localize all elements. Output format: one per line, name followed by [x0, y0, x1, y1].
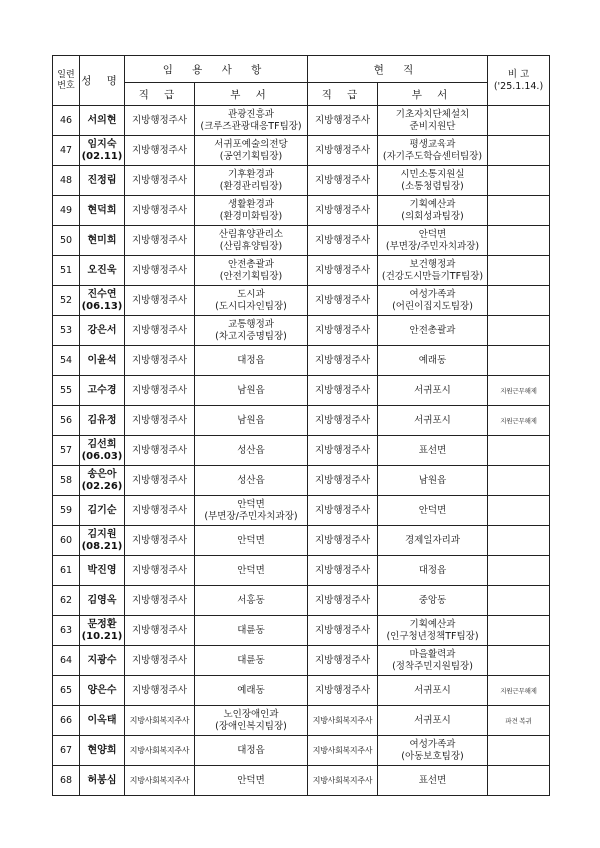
- current-rank-cell: 지방사회복지주사: [308, 736, 378, 766]
- current-dept-detail: (자기주도학습센터팀장): [382, 150, 483, 162]
- person-name: 김기순: [87, 504, 117, 516]
- current-rank-cell: 지방행정주사: [308, 226, 378, 256]
- table-row: [53, 466, 550, 496]
- name-cell: [80, 496, 125, 526]
- appointment-dept-cell: [195, 166, 308, 196]
- appointment-dept: 서홍동: [237, 594, 265, 606]
- person-name: 임지숙: [87, 138, 117, 150]
- serial-number-cell: 67: [53, 736, 80, 766]
- serial-number-cell: 59: [53, 496, 80, 526]
- appointment-rank-cell: 지방사회복지주사: [125, 706, 195, 736]
- serial-number-cell: 54: [53, 346, 80, 376]
- table-row: [53, 646, 550, 676]
- current-dept-cell: [378, 556, 488, 586]
- current-dept-detail: (아동보호팀장): [401, 750, 464, 762]
- serial-number-cell: 64: [53, 646, 80, 676]
- current-dept: 여성가족과: [409, 738, 456, 750]
- appointment-dept-detail: (도시디자인팀장): [215, 300, 287, 312]
- serial-number-cell: 68: [53, 766, 80, 796]
- name-cell: [80, 376, 125, 406]
- current-rank-cell: 지방행정주사: [308, 406, 378, 436]
- table-row: [53, 496, 550, 526]
- appointment-dept-detail: (크루즈관광대응TF팀장): [200, 120, 302, 132]
- appointment-dept: 남원읍: [237, 384, 265, 396]
- appointment-rank-cell: 지방행정주사: [125, 256, 195, 286]
- remark-cell: 파견 복귀: [488, 706, 550, 736]
- person-name: 강은서: [87, 324, 117, 336]
- appointment-dept-cell: [195, 196, 308, 226]
- remark-cell: [488, 646, 550, 676]
- appointment-rank-cell: 지방행정주사: [125, 436, 195, 466]
- table-body: [53, 106, 550, 796]
- current-dept: 표선면: [418, 774, 447, 786]
- appointment-dept-cell: [195, 376, 308, 406]
- table-row: [53, 106, 550, 136]
- current-rank-cell: 지방행정주사: [308, 556, 378, 586]
- appointment-dept: 안덕면: [237, 534, 265, 546]
- person-name: 진수연: [87, 288, 117, 300]
- appointment-dept: 생활환경과: [228, 198, 274, 210]
- current-rank-cell: 지방행정주사: [308, 376, 378, 406]
- current-dept-detail: (건강도시만들기TF팀장): [381, 270, 484, 282]
- appointment-rank-cell: 지방행정주사: [125, 286, 195, 316]
- current-dept-cell: [378, 166, 488, 196]
- current-dept: 남원읍: [418, 474, 447, 486]
- appointment-rank-cell: 지방행정주사: [125, 496, 195, 526]
- appointment-dept-cell: [195, 466, 308, 496]
- appointment-dept: 관광진흥과: [228, 108, 274, 120]
- appointment-rank-cell: 지방행정주사: [125, 676, 195, 706]
- appointment-dept-cell: [195, 676, 308, 706]
- appointment-rank-cell: 지방사회복지주사: [125, 736, 195, 766]
- person-name: 지광수: [87, 654, 117, 666]
- appointment-dept-detail: (안전기획팀장): [219, 270, 283, 282]
- current-dept-cell: [378, 136, 488, 166]
- name-cell: [80, 106, 125, 136]
- current-rank-cell: 지방행정주사: [308, 526, 378, 556]
- serial-number-cell: 52: [53, 286, 80, 316]
- name-cell: [80, 196, 125, 226]
- appointment-dept: 대륜동: [237, 624, 265, 636]
- appointment-rank-cell: 지방행정주사: [125, 376, 195, 406]
- person-date: (02.26): [81, 480, 123, 492]
- table-row: [53, 706, 550, 736]
- appointment-rank-cell: 지방행정주사: [125, 466, 195, 496]
- current-rank-cell: 지방행정주사: [308, 106, 378, 136]
- serial-number-cell: 61: [53, 556, 80, 586]
- table-row: [53, 256, 550, 286]
- table-row: [53, 436, 550, 466]
- appointment-dept: 안전총괄과: [228, 258, 274, 270]
- current-dept-detail: (의회성과팀장): [401, 210, 464, 222]
- person-name: 김영옥: [87, 594, 117, 606]
- person-name: 고수경: [87, 384, 117, 396]
- table-row: [53, 526, 550, 556]
- person-name: 박진영: [87, 564, 117, 576]
- serial-number-cell: 62: [53, 586, 80, 616]
- current-dept: 중앙동: [418, 594, 447, 606]
- serial-number-cell: 60: [53, 526, 80, 556]
- appointment-rank-cell: 지방행정주사: [125, 136, 195, 166]
- current-rank-cell: 지방행정주사: [308, 436, 378, 466]
- remark-cell: [488, 256, 550, 286]
- remark-cell: [488, 106, 550, 136]
- person-name: 양은수: [87, 684, 117, 696]
- remark-cell: [488, 226, 550, 256]
- appointment-dept-cell: [195, 436, 308, 466]
- appointment-rank-cell: 지방행정주사: [125, 166, 195, 196]
- name-cell: [80, 706, 125, 736]
- appointment-dept: 대륜동: [237, 654, 265, 666]
- appointment-dept-cell: [195, 526, 308, 556]
- person-date: (06.03): [81, 450, 123, 462]
- appointment-dept-detail: (환경관리팀장): [219, 180, 283, 192]
- table-row: [53, 616, 550, 646]
- current-dept-detail: (어린이집지도팀장): [392, 300, 473, 312]
- appointment-dept: 남원읍: [237, 414, 265, 426]
- serial-number-cell: 55: [53, 376, 80, 406]
- current-rank-cell: 지방행정주사: [308, 136, 378, 166]
- remark-cell: [488, 346, 550, 376]
- current-rank-cell: 지방행정주사: [308, 166, 378, 196]
- current-rank-cell: 지방행정주사: [308, 286, 378, 316]
- serial-number-cell: 57: [53, 436, 80, 466]
- current-dept-cell: [378, 256, 488, 286]
- serial-number-cell: 46: [53, 106, 80, 136]
- current-rank-cell: 지방행정주사: [308, 466, 378, 496]
- serial-number-cell: 53: [53, 316, 80, 346]
- appointment-dept-cell: [195, 766, 308, 796]
- current-dept: 마을활력과: [409, 648, 456, 660]
- current-dept: 안덕면: [418, 228, 447, 240]
- current-dept-cell: [378, 586, 488, 616]
- remark-cell: [488, 136, 550, 166]
- current-dept-cell: [378, 346, 488, 376]
- appointment-dept-detail: (장애인복지팀장): [215, 720, 287, 732]
- current-dept: 경제일자리과: [404, 534, 461, 546]
- person-name: 이옥태: [87, 714, 117, 726]
- person-name: 허봉심: [87, 774, 117, 786]
- appointment-rank-cell: 지방행정주사: [125, 646, 195, 676]
- remark-cell: [488, 196, 550, 226]
- name-cell: [80, 616, 125, 646]
- current-dept-detail: (인구청년정책TF팀장): [386, 630, 479, 642]
- table-row: [53, 286, 550, 316]
- person-name: 서의현: [87, 114, 117, 126]
- current-rank-cell: 지방행정주사: [308, 196, 378, 226]
- person-name: 진정림: [87, 174, 117, 186]
- person-date: (10.21): [81, 630, 123, 642]
- current-dept: 여성가족과: [409, 288, 456, 300]
- person-name: 오진욱: [87, 264, 117, 276]
- remark-cell: [488, 466, 550, 496]
- appointment-rank-cell: 지방행정주사: [125, 106, 195, 136]
- current-rank-cell: 지방사회복지주사: [308, 766, 378, 796]
- current-dept: 예래동: [418, 354, 447, 366]
- current-dept: 서귀포시: [414, 684, 451, 696]
- appointment-dept: 안덕면: [237, 774, 265, 786]
- person-date: (02.11): [81, 150, 123, 162]
- serial-number-cell: 51: [53, 256, 80, 286]
- current-dept: 안덕면: [418, 504, 447, 516]
- appointment-dept-cell: [195, 346, 308, 376]
- appointment-dept-cell: [195, 136, 308, 166]
- current-dept-detail: 준비지원단: [409, 120, 456, 132]
- current-dept-cell: [378, 106, 488, 136]
- appointment-dept: 성산읍: [237, 444, 265, 456]
- appointment-dept: 산림휴양관리소: [218, 228, 284, 240]
- person-date: (06.13): [81, 300, 123, 312]
- current-dept-cell: [378, 316, 488, 346]
- current-dept: 서귀포시: [414, 714, 451, 726]
- name-cell: [80, 136, 125, 166]
- current-rank-cell: 지방행정주사: [308, 316, 378, 346]
- name-cell: [80, 406, 125, 436]
- header-serial-number: 일련 번호: [53, 56, 80, 106]
- appointment-dept-cell: [195, 706, 308, 736]
- header-dept-appointment: 부 서: [195, 83, 308, 106]
- table-row: [53, 226, 550, 256]
- table-row: [53, 136, 550, 166]
- serial-number-cell: 58: [53, 466, 80, 496]
- remark-cell: [488, 316, 550, 346]
- header-name: 성 명: [80, 56, 125, 106]
- remark-cell: [488, 616, 550, 646]
- table-row: [53, 406, 550, 436]
- appointment-dept-cell: [195, 406, 308, 436]
- remark-cell: [488, 526, 550, 556]
- table-row: [53, 166, 550, 196]
- appointment-rank-cell: 지방행정주사: [125, 226, 195, 256]
- name-cell: [80, 736, 125, 766]
- appointment-rank-cell: 지방행정주사: [125, 616, 195, 646]
- header-rank-appointment: 직 급: [125, 83, 195, 106]
- current-dept-cell: [378, 676, 488, 706]
- appointment-dept-cell: [195, 646, 308, 676]
- name-cell: [80, 676, 125, 706]
- remark-cell: [488, 166, 550, 196]
- remark-cell: [488, 766, 550, 796]
- personnel-table: [52, 55, 550, 796]
- header-remark: 비 고 ('25.1.14.): [488, 56, 550, 106]
- current-dept-detail: (부면장/주민자치과장): [385, 240, 480, 252]
- person-name: 현미희: [87, 234, 117, 246]
- person-name: 송은아: [87, 468, 117, 480]
- current-rank-cell: 지방행정주사: [308, 616, 378, 646]
- appointment-rank-cell: 지방행정주사: [125, 586, 195, 616]
- remark-cell: [488, 556, 550, 586]
- current-dept-cell: [378, 196, 488, 226]
- appointment-dept-detail: (차고지증명팀장): [215, 330, 287, 342]
- current-dept-cell: [378, 646, 488, 676]
- appointment-dept: 안덕면: [237, 564, 265, 576]
- table-row: [53, 196, 550, 226]
- table-row: [53, 376, 550, 406]
- header-appointment: 임 용 사 항: [125, 56, 308, 83]
- appointment-dept-detail: (환경미화팀장): [219, 210, 283, 222]
- appointment-dept-detail: (산림휴양팀장): [219, 240, 283, 252]
- name-cell: [80, 436, 125, 466]
- appointment-dept-cell: [195, 286, 308, 316]
- person-name: 현양희: [87, 744, 117, 756]
- current-rank-cell: 지방행정주사: [308, 676, 378, 706]
- appointment-dept: 기후환경과: [228, 168, 274, 180]
- name-cell: [80, 316, 125, 346]
- current-dept: 보건행정과: [409, 258, 456, 270]
- name-cell: [80, 526, 125, 556]
- person-name: 김선희: [87, 438, 117, 450]
- appointment-dept: 노인장애인과: [223, 708, 279, 720]
- appointment-dept: 서귀포예술의전당: [214, 138, 288, 150]
- name-cell: [80, 346, 125, 376]
- remark-cell: 지원근무해제: [488, 376, 550, 406]
- remark-cell: [488, 436, 550, 466]
- table-row: [53, 766, 550, 796]
- person-date: (08.21): [81, 540, 123, 552]
- current-dept: 서귀포시: [414, 414, 451, 426]
- current-dept: 안전총괄과: [409, 324, 456, 336]
- appointment-dept-cell: [195, 616, 308, 646]
- person-name: 김지원: [87, 528, 117, 540]
- appointment-rank-cell: 지방행정주사: [125, 316, 195, 346]
- serial-number-cell: 66: [53, 706, 80, 736]
- name-cell: [80, 466, 125, 496]
- appointment-dept-cell: [195, 586, 308, 616]
- serial-number-cell: 50: [53, 226, 80, 256]
- remark-cell: [488, 736, 550, 766]
- person-name: 문정환: [87, 618, 117, 630]
- remark-cell: [488, 586, 550, 616]
- appointment-dept: 도시과: [237, 288, 265, 300]
- header-current-position: 현 직: [308, 56, 488, 83]
- person-name: 이윤석: [87, 354, 117, 366]
- remark-cell: 지원근무해제: [488, 676, 550, 706]
- table-row: [53, 556, 550, 586]
- appointment-dept-cell: [195, 556, 308, 586]
- appointment-dept: 교통행정과: [228, 318, 274, 330]
- current-dept-cell: [378, 706, 488, 736]
- appointment-rank-cell: 지방행정주사: [125, 196, 195, 226]
- current-dept: 기획예산과: [409, 198, 456, 210]
- appointment-dept-detail: (공연기획팀장): [219, 150, 283, 162]
- appointment-dept-cell: [195, 736, 308, 766]
- current-dept-cell: [378, 766, 488, 796]
- remark-cell: [488, 496, 550, 526]
- table-row: [53, 676, 550, 706]
- name-cell: [80, 646, 125, 676]
- table-row: [53, 346, 550, 376]
- name-cell: [80, 286, 125, 316]
- appointment-rank-cell: 지방행정주사: [125, 406, 195, 436]
- appointment-rank-cell: 지방사회복지주사: [125, 766, 195, 796]
- name-cell: [80, 766, 125, 796]
- current-dept: 기초자치단체설치: [395, 108, 470, 120]
- appointment-rank-cell: 지방행정주사: [125, 526, 195, 556]
- current-rank-cell: 지방행정주사: [308, 586, 378, 616]
- header-dept-current: 부 서: [378, 83, 488, 106]
- name-cell: [80, 166, 125, 196]
- current-dept-cell: [378, 616, 488, 646]
- current-dept-cell: [378, 736, 488, 766]
- current-dept-cell: [378, 286, 488, 316]
- appointment-dept: 대정읍: [237, 354, 265, 366]
- current-rank-cell: 지방행정주사: [308, 256, 378, 286]
- person-name: 현덕희: [87, 204, 117, 216]
- serial-number-cell: 49: [53, 196, 80, 226]
- table-row: [53, 736, 550, 766]
- current-dept-cell: [378, 496, 488, 526]
- appointment-dept-cell: [195, 256, 308, 286]
- current-dept: 시민소통지원실: [400, 168, 465, 180]
- table-row: [53, 586, 550, 616]
- person-name: 김유정: [87, 414, 117, 426]
- appointment-dept-cell: [195, 496, 308, 526]
- current-rank-cell: 지방행정주사: [308, 646, 378, 676]
- name-cell: [80, 556, 125, 586]
- appointment-dept: 예래동: [237, 684, 265, 696]
- appointment-dept-cell: [195, 226, 308, 256]
- serial-number-cell: 63: [53, 616, 80, 646]
- current-dept: 평생교육과: [409, 138, 456, 150]
- current-dept-cell: [378, 466, 488, 496]
- header-rank-current: 직 급: [308, 83, 378, 106]
- current-dept-cell: [378, 406, 488, 436]
- remark-cell: 지원근무해제: [488, 406, 550, 436]
- appointment-rank-cell: 지방행정주사: [125, 556, 195, 586]
- appointment-dept-detail: (부면장/주민자치과장): [204, 510, 298, 522]
- name-cell: [80, 256, 125, 286]
- table-row: [53, 316, 550, 346]
- remark-cell: [488, 286, 550, 316]
- current-dept-cell: [378, 436, 488, 466]
- serial-number-cell: 48: [53, 166, 80, 196]
- serial-number-cell: 47: [53, 136, 80, 166]
- current-dept: 서귀포시: [414, 384, 451, 396]
- serial-number-cell: 65: [53, 676, 80, 706]
- current-dept: 기획예산과: [409, 618, 456, 630]
- appointment-rank-cell: 지방행정주사: [125, 346, 195, 376]
- current-dept: 대정읍: [418, 564, 447, 576]
- current-dept-cell: [378, 226, 488, 256]
- appointment-dept-cell: [195, 106, 308, 136]
- serial-number-cell: 56: [53, 406, 80, 436]
- current-rank-cell: 지방사회복지주사: [308, 706, 378, 736]
- name-cell: [80, 226, 125, 256]
- current-rank-cell: 지방행정주사: [308, 346, 378, 376]
- current-dept-detail: (정착주민지원팀장): [392, 660, 473, 672]
- current-dept: 표선면: [418, 444, 447, 456]
- appointment-dept: 안덕면: [237, 498, 265, 510]
- current-dept-detail: (소통청렴팀장): [401, 180, 464, 192]
- name-cell: [80, 586, 125, 616]
- appointment-dept: 성산읍: [237, 474, 265, 486]
- appointment-dept-cell: [195, 316, 308, 346]
- appointment-dept: 대정읍: [237, 744, 265, 756]
- current-dept-cell: [378, 376, 488, 406]
- current-rank-cell: 지방행정주사: [308, 496, 378, 526]
- current-dept-cell: [378, 526, 488, 556]
